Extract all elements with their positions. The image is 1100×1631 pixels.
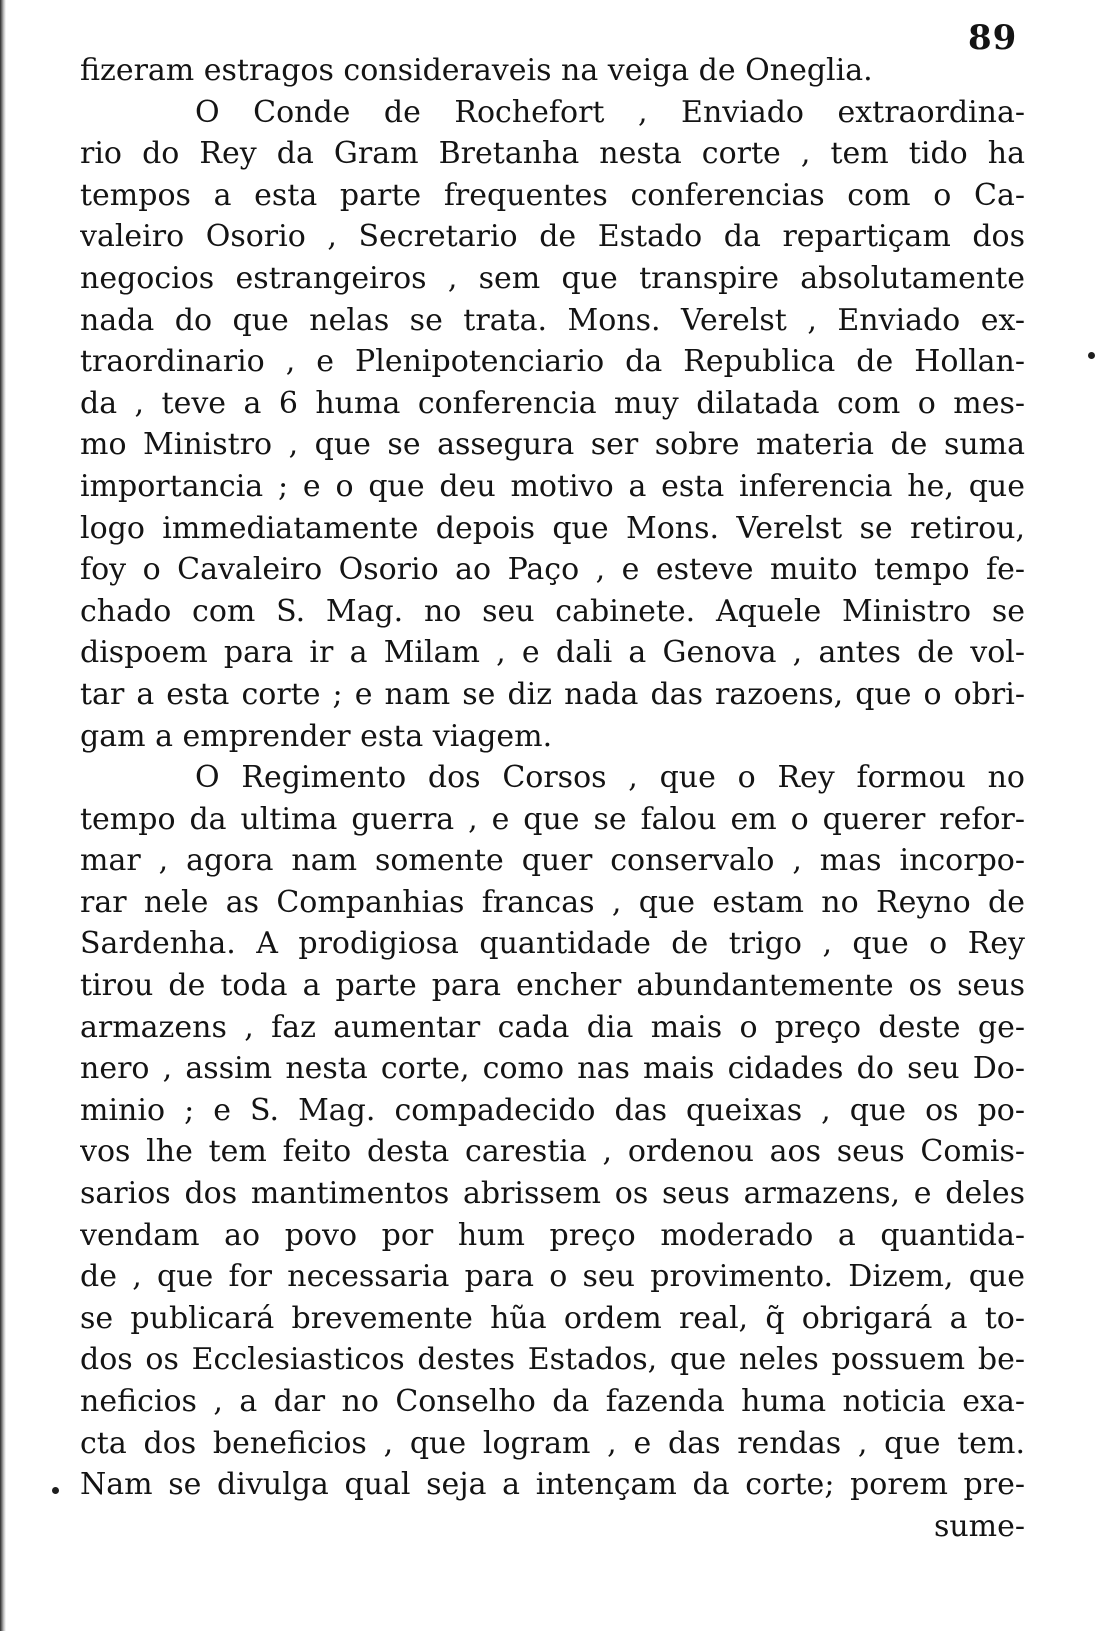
page-number: 89 — [968, 18, 1018, 58]
text-line: nero , assim nesta corte, como nas mais cidades do seu Do- — [80, 1051, 1025, 1087]
page-edge-shadow — [0, 0, 6, 1631]
text-line: dispoem para ir a Milam , e dali a Genova , antes de vol- — [80, 635, 1025, 671]
text-line: sume- — [933, 1508, 1025, 1544]
text-line: mo Ministro , que se assegura ser sobre materia de suma — [80, 427, 1025, 463]
text-line: rar nele as Companhias francas , que estam no Reyno de — [80, 884, 1025, 920]
text-line: importancia ; e o que deu motivo a esta inferencia he, que — [80, 468, 1025, 504]
text-line: cta dos beneficios , que logram , e das rendas , que tem. — [80, 1425, 1025, 1461]
text-line: tirou de toda a parte para encher abundantemente os seus — [80, 968, 1025, 1004]
text-line: minio ; e S. Mag. compadecido das queixas , que os po- — [80, 1092, 1025, 1128]
text-line: armazens , faz aumentar cada dia mais o preço deste ge- — [80, 1009, 1025, 1045]
text-line: Sardenha. A prodigiosa quantidade de trigo , que o Rey — [80, 926, 1025, 962]
ink-speck — [1088, 352, 1095, 359]
text-line: da , teve a 6 huma conferencia muy dilatada com o mes- — [80, 385, 1025, 421]
text-line: mar , agora nam somente quer conservalo , mas incorpo- — [80, 843, 1025, 879]
text-line: se publicará brevemente hũa ordem real, q̃ obrigará a to- — [80, 1300, 1025, 1336]
body-text — [80, 50, 1025, 1547]
text-line: O Regimento dos Corsos , que o Rey formou no — [195, 760, 1025, 796]
text-line: tempos a esta parte frequentes conferencias com o Ca- — [80, 177, 1025, 213]
text-line: chado com S. Mag. no seu cabinete. Aquele Ministro se — [80, 593, 1025, 629]
text-line: tempo da ultima guerra , e que se falou em o querer refor- — [80, 801, 1025, 837]
text-line: logo immediatamente depois que Mons. Verelst se retirou, — [80, 510, 1025, 546]
text-line: rio do Rey da Gram Bretanha nesta corte , tem tido ha — [80, 136, 1025, 172]
text-line: vos lhe tem feito desta carestia , ordenou aos seus Comis- — [80, 1134, 1025, 1170]
text-line: neficios , a dar no Conselho da fazenda huma noticia exa- — [80, 1384, 1025, 1419]
text-line: nada do que nelas se trata. Mons. Verelst , Enviado ex- — [80, 302, 1025, 338]
ink-speck — [52, 1487, 59, 1494]
text-line: tar a esta corte ; e nam se diz nada das razoens, que o obri- — [80, 676, 1025, 712]
text-line: traordinario , e Plenipotenciario da Republica de Hollan- — [80, 344, 1025, 380]
text-line: negocios estrangeiros , sem que transpire absolutamente — [80, 260, 1025, 296]
text-line: O Conde de Rochefort , Enviado extraordina- — [195, 94, 1025, 130]
text-line: dos os Ecclesiasticos destes Estados, que neles possuem be- — [80, 1342, 1025, 1378]
text-line: gam a emprender esta viagem. — [80, 718, 553, 754]
text-line: sarios dos mantimentos abrissem os seus armazens, e deles — [80, 1176, 1025, 1212]
text-line: valeiro Osorio , Secretario de Estado da repartiçam dos — [80, 219, 1025, 255]
text-line: foy o Cavaleiro Osorio ao Paço , e esteve muito tempo fe- — [80, 552, 1025, 588]
text-line: vendam ao povo por hum preço moderado a quantida- — [80, 1217, 1025, 1253]
text-line: fizeram estragos consideraveis na veiga de Oneglia. — [80, 53, 873, 88]
text-line: de , que for necessaria para o seu provimento. Dizem, que — [80, 1259, 1025, 1295]
text-line: Nam se divulga qual seja a intençam da corte; porem pre- — [80, 1467, 1025, 1503]
